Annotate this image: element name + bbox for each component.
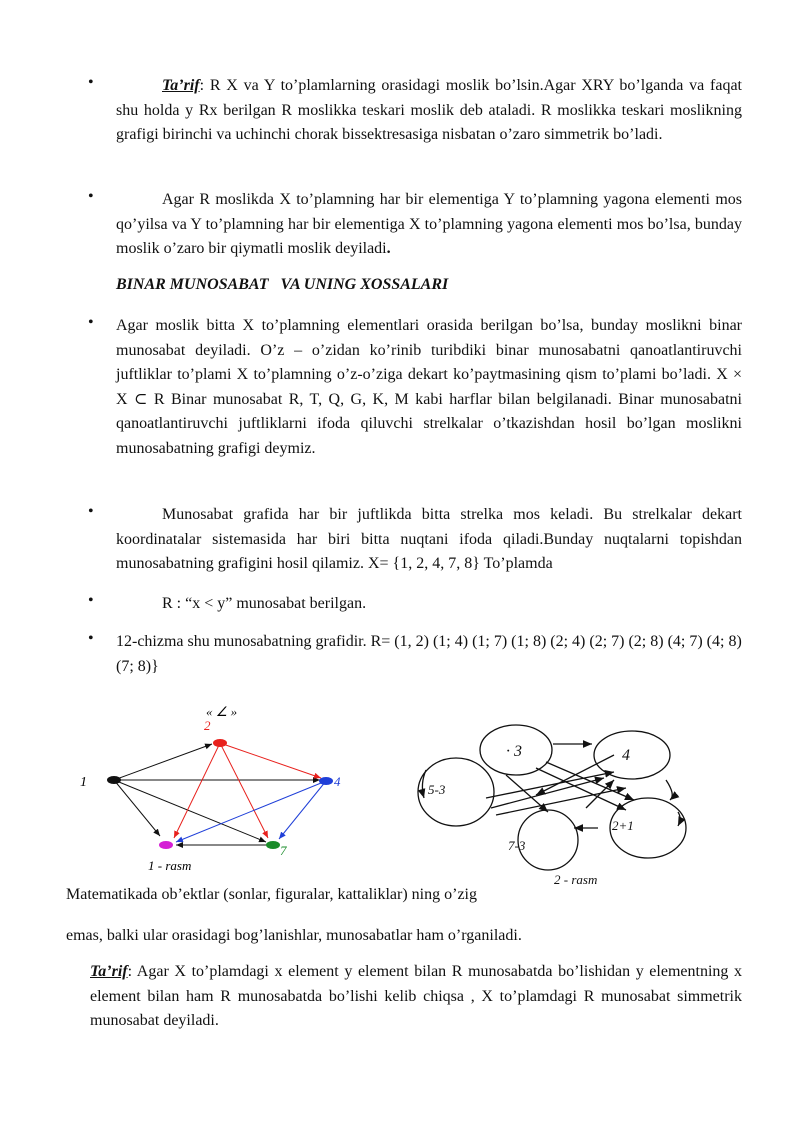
- edge-4-21: [666, 780, 672, 800]
- paragraph-one-to-one: [116, 188, 742, 262]
- loop-label-7-3: 7-3: [508, 838, 526, 853]
- node-label-7: 7: [280, 843, 287, 858]
- edge-1-8: [114, 780, 160, 836]
- bullet-marker: •: [88, 314, 94, 331]
- node-label-1: 1: [80, 775, 87, 790]
- paragraph-text: : R X va Y to’plamlarning orasidagi moslik bo’lsin.Agar XRY bo’lganda va faqat shu holda y Rx berilgan R moslikka teskari moslik deb ataladi. R moslikka teskari moslikning grafigi birinchi va uchinchi chorak bissektresasiga nisbatan o’zaro simmetrik bo’ladi.: [116, 77, 742, 143]
- edge-2-8: [174, 743, 220, 838]
- paragraph-text: Agar R moslikda X to’plamning har bir elementiga Y to’plamning yagona elementi mos qo’yilsa va Y to’plamning har bir elementiga X to’plamning yagona elementi mos bo’lsa, bunday moslik o’zaro bir qiymatli moslik deyiladi: [116, 191, 742, 257]
- definition-symmetric-relation: [90, 960, 742, 1034]
- paragraph-binary-relation: Agar moslik bitta X to’plamning elementlari orasida berilgan bo’lsa, bunday moslikni binar munosabat deyiladi. O’z – o’zidan ko’rinib turibdiki binar munosabatni qanoatlantiruvchi juftliklar to’plami X to’plamning o’z-o’ziga dekart ko’paytmasining qism to’plami bo’ladi. X × X ⊂ R Binar munosabat R, T, Q, G, K, M kabi harflar bilan belgilanadi. Binar munosabatni qanoatlantiruvchi juftliklarni ifoda qiluvchi strelkalar o’tkazishdan hosil bo’lgan moslikni munosabatning grafigi deymiz.: [116, 317, 742, 457]
- figure-2-caption: 2 - rasm: [554, 872, 598, 887]
- edge-4-8: [176, 781, 326, 842]
- node-label-2: 2: [204, 718, 211, 733]
- section-heading: BINAR MUNOSABAT VA UNING XOSSALARI: [116, 276, 449, 293]
- node-8: [159, 841, 173, 849]
- paragraph-end-mark: .: [386, 240, 391, 257]
- node-label-3: · 3: [506, 743, 522, 760]
- node-4: [319, 777, 333, 785]
- text-line-objects: Matematikada ob’ektlar (sonlar, figuralar, kattaliklar) ning o’zig: [66, 886, 477, 903]
- text-line-relations: emas, balki ular orasidagi bog’lanishlar, munosabatlar ham o’rganiladi.: [66, 927, 522, 944]
- bullet-marker: •: [88, 592, 94, 609]
- node-label-4-fig2: 4: [622, 747, 630, 764]
- edge-4-7: [279, 781, 326, 839]
- loop-label-2-1: 2+1: [612, 818, 634, 833]
- loop-label-5-3: 5-3: [428, 782, 446, 797]
- figure-1-top-label: « ∠ »: [206, 704, 238, 719]
- loop-7-3: [518, 810, 578, 870]
- node-7: [266, 841, 280, 849]
- figure-1-graph: [80, 704, 341, 873]
- bullet-marker: •: [88, 188, 94, 205]
- node-1: [107, 776, 121, 784]
- figure-2-graph: [418, 725, 686, 887]
- loop-2-1-arrow: [678, 812, 680, 826]
- paragraph-relation-graph: Munosabat grafida har bir juftlikda bitta strelka mos keladi. Bu strelkalar dekart koordinatalar sistemasida har biri bitta nuqtani ifoda qiladi.Bunday nuqtalarni topishdan munosabatning grafigini hosil qilamiz. X= {1, 2, 4, 7, 8} To’plamda: [116, 506, 742, 572]
- paragraph-relation-set: 12-chizma shu munosabatning grafidir. R= (1, 2) (1; 4) (1; 7) (1; 8) (2; 4) (2; 7) (2; 8) (4; 7) (4; 8) (7; 8)}: [116, 633, 742, 675]
- figures-svg: [66, 700, 746, 890]
- bullet-marker: •: [88, 74, 94, 91]
- node-4-fig2: [594, 731, 670, 779]
- bullet-marker: •: [88, 630, 94, 647]
- node-2: [213, 739, 227, 747]
- term-tarif-2: Ta’rif: [90, 963, 128, 980]
- edge-1-2: [114, 744, 212, 780]
- definition-text: : Agar X to’plamdagi x element y element bilan R munosabatda bo’lishidan y elementning x element bilan ham R munosabatda bo’lishi kelib chiqsa , X to’plamdagi R munosabat simmetrik munosabat deyiladi.: [90, 963, 742, 1029]
- figure-1-caption: 1 - rasm: [148, 858, 192, 873]
- node-label-4: 4: [334, 774, 341, 789]
- figures-area: [66, 700, 746, 890]
- paragraph-relation-def: R : “x < y” munosabat berilgan.: [162, 595, 367, 612]
- edge-3-73: [506, 775, 548, 812]
- term-tarif: Ta’rif: [162, 77, 200, 94]
- bullet-marker: •: [88, 503, 94, 520]
- paragraph-inverse-relation: [116, 74, 742, 148]
